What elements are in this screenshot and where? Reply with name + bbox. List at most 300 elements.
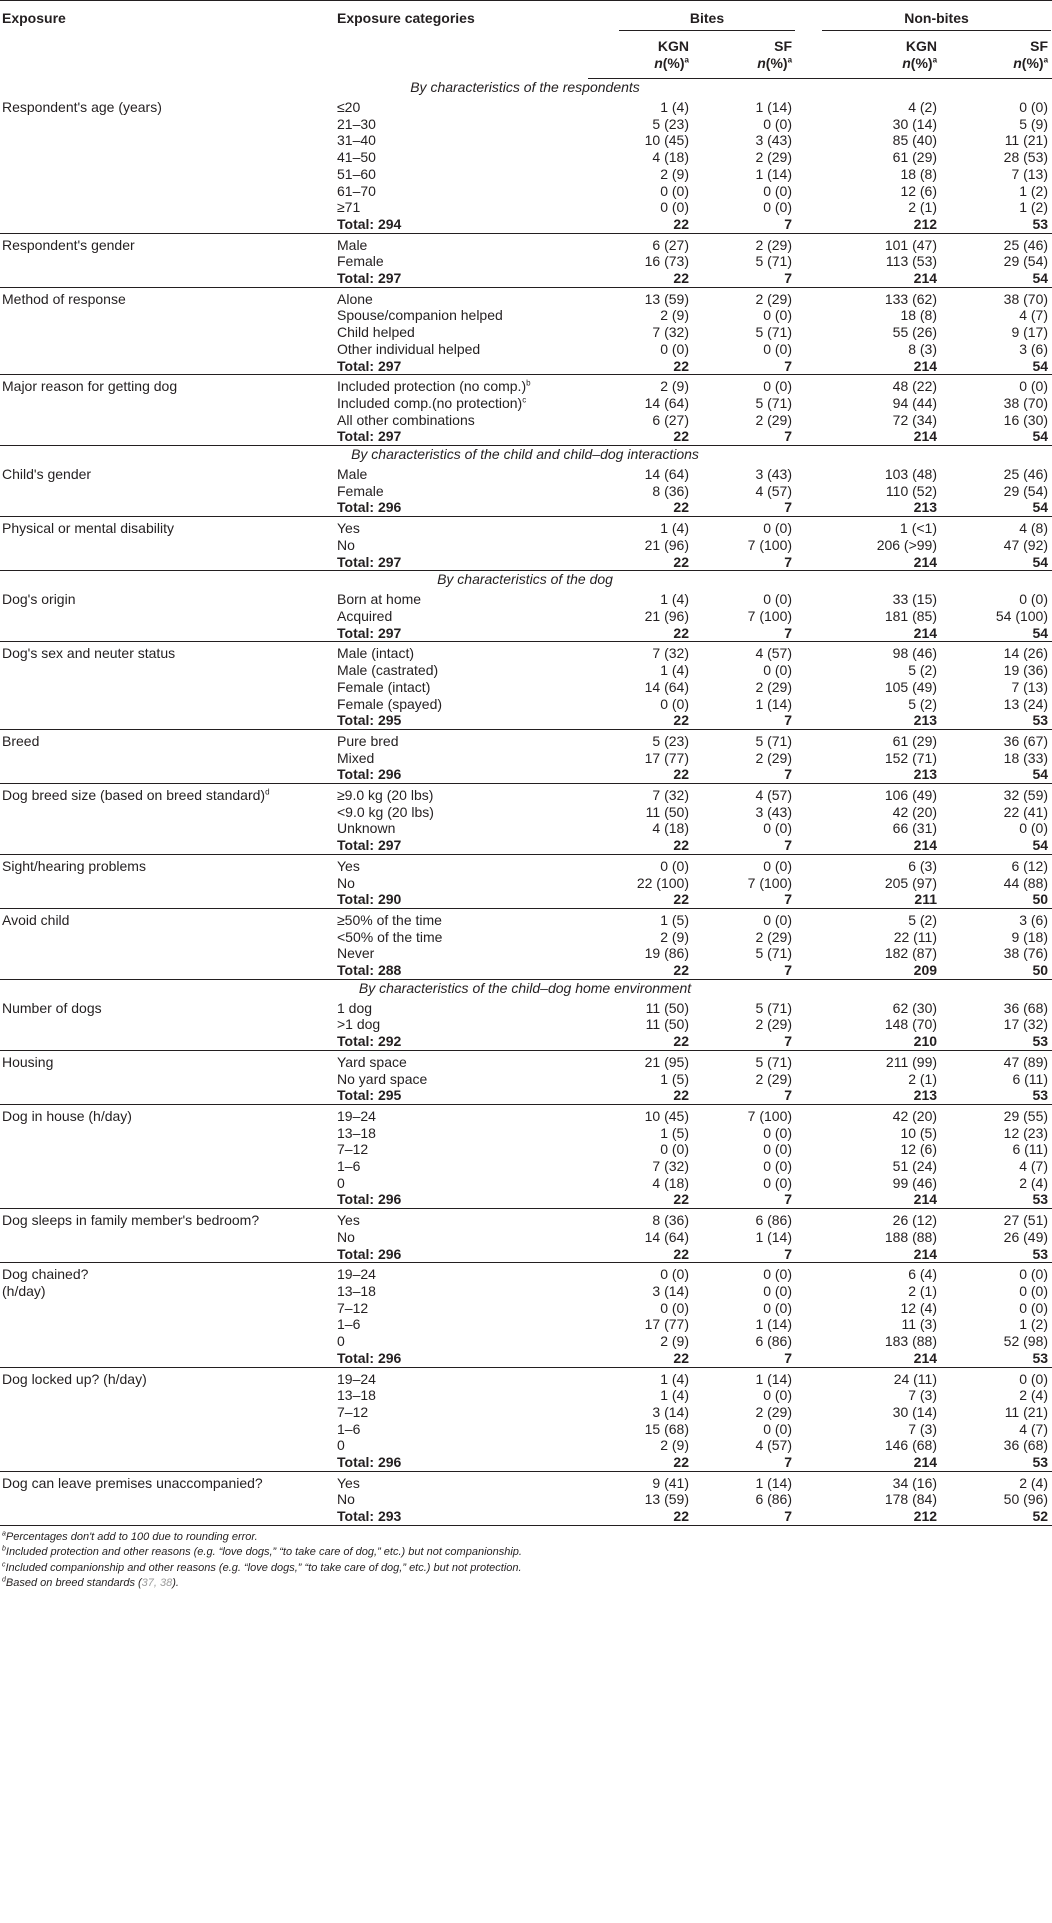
bites-sf-value: 2 (29) <box>755 149 793 166</box>
column-gap <box>796 463 821 483</box>
bites-kgn-value: 22 <box>588 891 693 908</box>
nonbites-kgn-value: 214 <box>821 358 941 375</box>
bites-kgn-value: 2 (9) <box>660 928 689 945</box>
exposure-label <box>0 1141 335 1158</box>
table-row <box>0 1387 1052 1404</box>
category-label: Spouse/companion helped <box>337 307 503 324</box>
exposure-label <box>0 149 335 166</box>
nonbites-sf-value: 0 (0) <box>1019 1299 1049 1316</box>
exposure-label: Method of response <box>2 290 126 307</box>
header-bites-kgn: KGN n(%)$^a$ <box>588 32 693 79</box>
bites-sf-value: 0 (0) <box>763 1387 793 1404</box>
column-gap <box>796 1508 821 1525</box>
nonbites-kgn-value: 103 (48) <box>884 466 938 483</box>
nonbites-sf-value: 29 (54) <box>1003 253 1049 270</box>
category-label: 1–6 <box>337 1420 361 1437</box>
exposure-label <box>0 1191 335 1208</box>
nonbites-kgn-value: 48 (22) <box>892 378 938 395</box>
category-label: <9.0 kg (20 lbs) <box>337 803 434 820</box>
table-row <box>0 483 1052 500</box>
exposure-label <box>0 929 335 946</box>
column-gap <box>796 804 821 821</box>
nonbites-sf-value: 6 (11) <box>1012 1070 1049 1087</box>
bites-sf-value: 0 (0) <box>763 1174 793 1191</box>
category-label: Male (intact) <box>337 645 415 662</box>
bites-sf-value: 0 (0) <box>763 520 793 537</box>
category-label: Female <box>337 482 384 499</box>
nonbites-kgn-value: 188 (88) <box>884 1228 938 1245</box>
nonbites-kgn-value: 7 (3) <box>908 1387 938 1404</box>
bites-sf-value: 2 (29) <box>755 678 793 695</box>
bites-kgn-value: 3 (14) <box>652 1283 689 1299</box>
nonbites-kgn-value: 10 (5) <box>900 1124 938 1141</box>
bites-kgn-value: 0 (0) <box>660 695 689 712</box>
column-gap <box>796 1246 821 1263</box>
section-title: By characteristics of the respondents <box>410 79 640 95</box>
bites-kgn-value: 22 <box>588 837 693 854</box>
total-label: Total: 297 <box>335 428 588 445</box>
table-total-row <box>0 1087 1052 1104</box>
table-total-row <box>0 891 1052 908</box>
nonbites-sf-value: 54 <box>941 358 1052 375</box>
exposure-label <box>0 837 335 854</box>
table-header <box>0 1 1052 79</box>
nonbites-kgn-value: 113 (53) <box>885 253 938 270</box>
nonbites-kgn-value: 1 (<1) <box>900 520 938 537</box>
bites-kgn-value: 11 (50) <box>645 803 689 820</box>
column-gap <box>796 554 821 571</box>
nonbites-kgn-value: 210 <box>821 1033 941 1050</box>
bites-kgn-value: 22 <box>588 1087 693 1104</box>
table-body <box>0 79 1052 1526</box>
bites-kgn-value: 8 (36) <box>652 1212 689 1229</box>
category-label: 1 dog <box>337 999 373 1016</box>
table-row <box>0 997 1052 1017</box>
nonbites-sf-value: 4 (8) <box>1019 520 1049 537</box>
category-label: Male <box>337 466 368 483</box>
category-label: 19–24 <box>337 1107 376 1124</box>
bites-sf-value: 2 (29) <box>755 928 793 945</box>
bites-kgn-value: 1 (4) <box>660 1370 689 1387</box>
nonbites-sf-value: 2 (4) <box>1019 1387 1049 1404</box>
nonbites-sf-value: 11 (21) <box>1004 1403 1049 1420</box>
nonbites-kgn-value: 214 <box>821 270 941 287</box>
nonbites-sf-value: 1 (2) <box>1019 182 1049 199</box>
total-label: Total: 296 <box>335 766 588 783</box>
table-row <box>0 945 1052 962</box>
bites-sf-value: 2 (29) <box>755 749 793 766</box>
nonbites-sf-value: 1 (2) <box>1019 199 1049 216</box>
bites-kgn-value: 3 (14) <box>652 1403 689 1420</box>
nonbites-sf-value: 0 (0) <box>1019 591 1049 608</box>
bites-kgn-value: 17 (77) <box>644 749 689 766</box>
table-row <box>0 1125 1052 1142</box>
bites-sf-value: 0 (0) <box>763 1299 793 1316</box>
exposure-label <box>0 1071 335 1088</box>
bites-sf-value: 1 (14) <box>755 1316 793 1333</box>
nonbites-sf-value: 0 (0) <box>1019 1266 1049 1283</box>
nonbites-kgn-value: 214 <box>821 625 941 642</box>
bites-sf-value: 7 <box>693 1191 796 1208</box>
exposure-label: Housing <box>2 1053 54 1070</box>
nonbites-kgn-value: 18 (8) <box>900 307 938 324</box>
nonbites-kgn-value: 62 (30) <box>892 999 938 1016</box>
column-gap <box>796 729 821 749</box>
exposure-label <box>0 1350 335 1367</box>
table-total-row <box>0 962 1052 979</box>
bites-kgn-value: 22 <box>588 270 693 287</box>
nonbites-sf-value: 14 (26) <box>1003 645 1049 662</box>
nonbites-sf-value: 3 (6) <box>1019 340 1049 357</box>
exposure-label <box>0 1229 335 1246</box>
nonbites-kgn-value: 55 (26) <box>892 324 938 341</box>
category-label: Alone <box>337 290 373 307</box>
column-gap <box>796 820 821 837</box>
exposure-label <box>0 1016 335 1033</box>
nonbites-kgn-value: 146 (68) <box>884 1437 938 1454</box>
nonbites-sf-value: 54 <box>941 837 1052 854</box>
exposure-label <box>0 166 335 183</box>
table-total-row <box>0 270 1052 287</box>
nonbites-sf-value: 0 (0) <box>1019 1370 1049 1387</box>
table-row <box>0 1104 1052 1124</box>
nonbites-kgn-value: 12 (4) <box>900 1299 938 1316</box>
nonbites-sf-value: 53 <box>941 1350 1052 1367</box>
nonbites-sf-value: 53 <box>941 1246 1052 1263</box>
category-label: No <box>337 1228 355 1245</box>
bites-kgn-value: 11 (50) <box>645 999 689 1016</box>
category-label: Pure bred <box>337 732 399 749</box>
bites-kgn-value: 2 (9) <box>660 1437 689 1454</box>
bites-sf-value: 6 (86) <box>755 1491 793 1508</box>
category-label: Included comp.(no protection)$^c$ <box>337 394 527 411</box>
bites-sf-value: 0 (0) <box>763 1141 793 1158</box>
exposure-label <box>0 307 335 324</box>
nonbites-sf-value: 4 (7) <box>1019 307 1049 324</box>
nonbites-sf-value: 5 (9) <box>1019 115 1049 132</box>
column-gap <box>796 166 821 183</box>
exposure-label: Dog's origin <box>2 591 76 608</box>
bites-sf-value: 2 (29) <box>755 1070 793 1087</box>
bites-kgn-value: 7 (32) <box>652 645 689 662</box>
table-row <box>0 729 1052 749</box>
bites-sf-value: 2 (29) <box>755 236 793 253</box>
exposure-label <box>0 1033 335 1050</box>
section-title: By characteristics of the child and child–dog interactions <box>351 446 699 463</box>
nonbites-kgn-value: 214 <box>821 554 941 571</box>
exposure-label: Respondent's gender <box>2 236 135 253</box>
table-row <box>0 1263 1052 1283</box>
nonbites-sf-value: 7 (13) <box>1011 165 1049 182</box>
bites-sf-value: 7 <box>693 962 796 979</box>
exposure-label <box>0 483 335 500</box>
bites-kgn-value: 21 (95) <box>644 1053 689 1070</box>
table-total-row <box>0 1191 1052 1208</box>
exposure-label <box>0 712 335 729</box>
nonbites-sf-value: 9 (17) <box>1011 324 1049 341</box>
bites-kgn-value: 0 (0) <box>660 1141 689 1158</box>
bites-sf-value: 1 (14) <box>755 165 793 182</box>
column-gap <box>796 1141 821 1158</box>
footnotes <box>0 1530 1052 1592</box>
nonbites-sf-value: 12 (23) <box>1003 1124 1049 1141</box>
bites-kgn-value: 8 (36) <box>652 482 689 499</box>
bites-sf-value: 4 (57) <box>755 787 793 804</box>
column-gap <box>796 1300 821 1317</box>
nonbites-kgn-value: 51 (24) <box>892 1158 938 1175</box>
nonbites-kgn-value: 133 (62) <box>884 290 938 307</box>
bites-kgn-value: 1 (5) <box>660 1070 689 1087</box>
category-label: 19–24 <box>337 1370 376 1387</box>
category-label: Child helped <box>337 324 415 341</box>
column-gap <box>796 1191 821 1208</box>
nonbites-sf-value: 52 <box>941 1508 1052 1525</box>
bites-kgn-value: 6 (27) <box>652 236 689 253</box>
total-label: Total: 295 <box>335 1087 588 1104</box>
table-row <box>0 199 1052 216</box>
header-nonbites-kgn: KGN n(%)$^a$ <box>821 32 941 79</box>
table-row <box>0 908 1052 928</box>
footnote: $^c$Included companionship and other reasons (e.g. “love dogs,” “to take care of dog,” etc.) but not protection. <box>2 1561 522 1574</box>
bites-kgn-value: 10 (45) <box>644 1107 689 1124</box>
category-label: 21–30 <box>337 115 376 132</box>
exposure-label: (h/day) <box>2 1283 46 1299</box>
table-total-row <box>0 358 1052 375</box>
table-total-row <box>0 1246 1052 1263</box>
table-row <box>0 1158 1052 1175</box>
table-row <box>0 642 1052 662</box>
exposure-label <box>0 1087 335 1104</box>
nonbites-sf-value: 29 (55) <box>1003 1107 1049 1124</box>
exposure-label <box>0 1404 335 1421</box>
column-gap <box>796 1316 821 1333</box>
nonbites-sf-value: 38 (70) <box>1003 290 1049 307</box>
nonbites-kgn-value: 2 (1) <box>908 199 938 216</box>
nonbites-kgn-value: 110 (52) <box>885 482 938 499</box>
bites-kgn-value: 0 (0) <box>660 1299 689 1316</box>
nonbites-kgn-value: 106 (49) <box>884 787 938 804</box>
column-gap <box>796 1367 821 1387</box>
reference-link[interactable]: 37, 38 <box>141 1577 173 1590</box>
column-gap <box>796 1350 821 1367</box>
bites-kgn-value: 19 (86) <box>644 945 689 962</box>
category-label: 1–6 <box>337 1316 361 1333</box>
category-label: 13–18 <box>337 1387 376 1404</box>
nonbites-sf-value: 26 (49) <box>1003 1228 1049 1245</box>
table-row <box>0 96 1052 116</box>
column-gap <box>796 1125 821 1142</box>
table-total-row <box>0 428 1052 445</box>
column-gap <box>796 642 821 662</box>
column-gap <box>796 929 821 946</box>
exposure-label <box>0 199 335 216</box>
bites-kgn-value: 22 <box>588 358 693 375</box>
table-row <box>0 132 1052 149</box>
category-label: Male <box>337 236 368 253</box>
bites-kgn-value: 1 (4) <box>660 591 689 608</box>
bites-sf-value: 0 (0) <box>763 1283 793 1299</box>
bites-sf-value: 0 (0) <box>763 911 793 928</box>
nonbites-kgn-value: 18 (8) <box>900 165 938 182</box>
bites-sf-value: 7 <box>693 270 796 287</box>
bites-sf-value: 7 <box>693 1508 796 1525</box>
column-gap <box>796 1454 821 1471</box>
column-gap <box>796 1471 821 1491</box>
header-nonbites-sf: SF n(%)$^a$ <box>941 32 1052 79</box>
table-row <box>0 166 1052 183</box>
bites-kgn-value: 10 (45) <box>644 132 689 149</box>
column-gap <box>796 1175 821 1192</box>
exposure-label <box>0 428 335 445</box>
table-row <box>0 696 1052 713</box>
exposure-label <box>0 1333 335 1350</box>
category-label: Mixed <box>337 749 375 766</box>
table-row <box>0 804 1052 821</box>
table-total-row <box>0 1033 1052 1050</box>
bites-sf-value: 0 (0) <box>763 820 793 837</box>
table-row <box>0 395 1052 412</box>
exposure-label <box>0 216 335 233</box>
bites-sf-value: 7 (100) <box>747 607 793 624</box>
category-label: 13–18 <box>337 1283 376 1299</box>
bites-kgn-value: 7 (32) <box>652 787 689 804</box>
nonbites-sf-value: 2 (4) <box>1019 1174 1049 1191</box>
table-row <box>0 679 1052 696</box>
nonbites-kgn-value: 72 (34) <box>892 411 938 428</box>
table-row <box>0 820 1052 837</box>
nonbites-kgn-value: 181 (85) <box>884 607 938 624</box>
bites-kgn-value: 5 (23) <box>652 732 689 749</box>
column-gap <box>796 270 821 287</box>
bites-sf-value: 5 (71) <box>755 1053 793 1070</box>
nonbites-sf-value: 17 (32) <box>1003 1016 1049 1033</box>
column-gap <box>796 908 821 928</box>
category-label: No <box>337 874 355 891</box>
column-gap <box>796 1104 821 1124</box>
category-label: 31–40 <box>337 132 376 149</box>
category-label: Yes <box>337 1474 360 1491</box>
header-group-bites: Bites <box>588 1 796 33</box>
exposure-label: Number of dogs <box>2 999 102 1016</box>
nonbites-sf-value: 54 <box>941 428 1052 445</box>
nonbites-kgn-value: 101 (47) <box>884 236 938 253</box>
table-row <box>0 1421 1052 1438</box>
bites-sf-value: 0 (0) <box>763 662 793 679</box>
nonbites-kgn-value: 214 <box>821 1191 941 1208</box>
nonbites-sf-value: 36 (68) <box>1003 999 1049 1016</box>
bites-sf-value: 5 (71) <box>755 732 793 749</box>
bites-sf-value: 0 (0) <box>763 182 793 199</box>
column-gap <box>796 324 821 341</box>
nonbites-sf-value: 0 (0) <box>1019 99 1049 115</box>
bites-sf-value: 1 (14) <box>755 1228 793 1245</box>
exposure-label <box>0 820 335 837</box>
total-label: Total: 290 <box>335 891 588 908</box>
table-row <box>0 1300 1052 1317</box>
column-gap <box>796 1333 821 1350</box>
bites-sf-value: 0 (0) <box>763 591 793 608</box>
nonbites-sf-value: 9 (18) <box>1011 928 1049 945</box>
exposure-label <box>0 537 335 554</box>
bites-kgn-value: 5 (23) <box>652 115 689 132</box>
nonbites-kgn-value: 2 (1) <box>908 1283 938 1299</box>
table-row <box>0 537 1052 554</box>
column-gap <box>796 750 821 767</box>
column-gap <box>796 854 821 874</box>
exposure-label <box>0 395 335 412</box>
bites-kgn-value: 0 (0) <box>660 857 689 874</box>
column-gap <box>796 608 821 625</box>
category-label: 0 <box>337 1333 345 1350</box>
bites-kgn-value: 14 (64) <box>644 678 689 695</box>
table-row <box>0 854 1052 874</box>
table-row <box>0 253 1052 270</box>
column-gap <box>796 1421 821 1438</box>
bites-kgn-value: 7 (32) <box>652 324 689 341</box>
bites-sf-value: 0 (0) <box>763 1266 793 1283</box>
column-gap <box>796 891 821 908</box>
nonbites-sf-value: 36 (67) <box>1003 732 1049 749</box>
column-gap <box>796 375 821 395</box>
footnote-marker: b <box>526 378 531 388</box>
bites-sf-value: 2 (29) <box>755 1403 793 1420</box>
nonbites-kgn-value: 2 (1) <box>908 1070 938 1087</box>
category-label: Born at home <box>337 591 422 608</box>
nonbites-sf-value: 2 (4) <box>1019 1474 1049 1491</box>
column-gap <box>796 149 821 166</box>
nonbites-sf-value: 32 (59) <box>1003 787 1049 804</box>
nonbites-sf-value: 54 <box>941 554 1052 571</box>
bites-kgn-value: 22 <box>588 712 693 729</box>
column-gap <box>796 199 821 216</box>
footnote-marker: a <box>2 1530 6 1538</box>
bites-sf-value: 7 <box>693 1033 796 1050</box>
nonbites-sf-value: 53 <box>941 1454 1052 1471</box>
nonbites-kgn-value: 11 (3) <box>901 1316 938 1333</box>
column-gap <box>796 1087 821 1104</box>
bites-kgn-value: 11 (50) <box>645 1016 689 1033</box>
bites-sf-value: 0 (0) <box>763 1420 793 1437</box>
table-row <box>0 307 1052 324</box>
nonbites-kgn-value: 213 <box>821 712 941 729</box>
nonbites-kgn-value: 30 (14) <box>892 1403 938 1420</box>
exposure-label <box>0 1387 335 1404</box>
nonbites-kgn-value: 5 (2) <box>908 695 938 712</box>
column-gap <box>796 837 821 854</box>
nonbites-sf-value: 25 (46) <box>1003 236 1049 253</box>
nonbites-kgn-value: 182 (87) <box>884 945 938 962</box>
bites-kgn-value: 4 (18) <box>652 820 689 837</box>
nonbites-sf-value: 19 (36) <box>1003 662 1049 679</box>
nonbites-sf-value: 22 (41) <box>1003 803 1049 820</box>
nonbites-kgn-value: 94 (44) <box>892 394 938 411</box>
nonbites-kgn-value: 211 (99) <box>885 1053 938 1070</box>
column-gap <box>796 183 821 200</box>
table-row <box>0 1141 1052 1158</box>
nonbites-sf-value: 38 (70) <box>1003 394 1049 411</box>
total-label: Total: 297 <box>335 358 588 375</box>
bites-kgn-value: 22 <box>588 428 693 445</box>
bites-kgn-value: 4 (18) <box>652 1174 689 1191</box>
bites-kgn-value: 22 <box>588 625 693 642</box>
column-gap <box>796 287 821 307</box>
table-total-row <box>0 216 1052 233</box>
exposure-label <box>0 962 335 979</box>
table-row <box>0 1404 1052 1421</box>
bites-sf-value: 4 (57) <box>755 1437 793 1454</box>
column-gap <box>796 625 821 642</box>
bites-sf-value: 7 <box>693 554 796 571</box>
